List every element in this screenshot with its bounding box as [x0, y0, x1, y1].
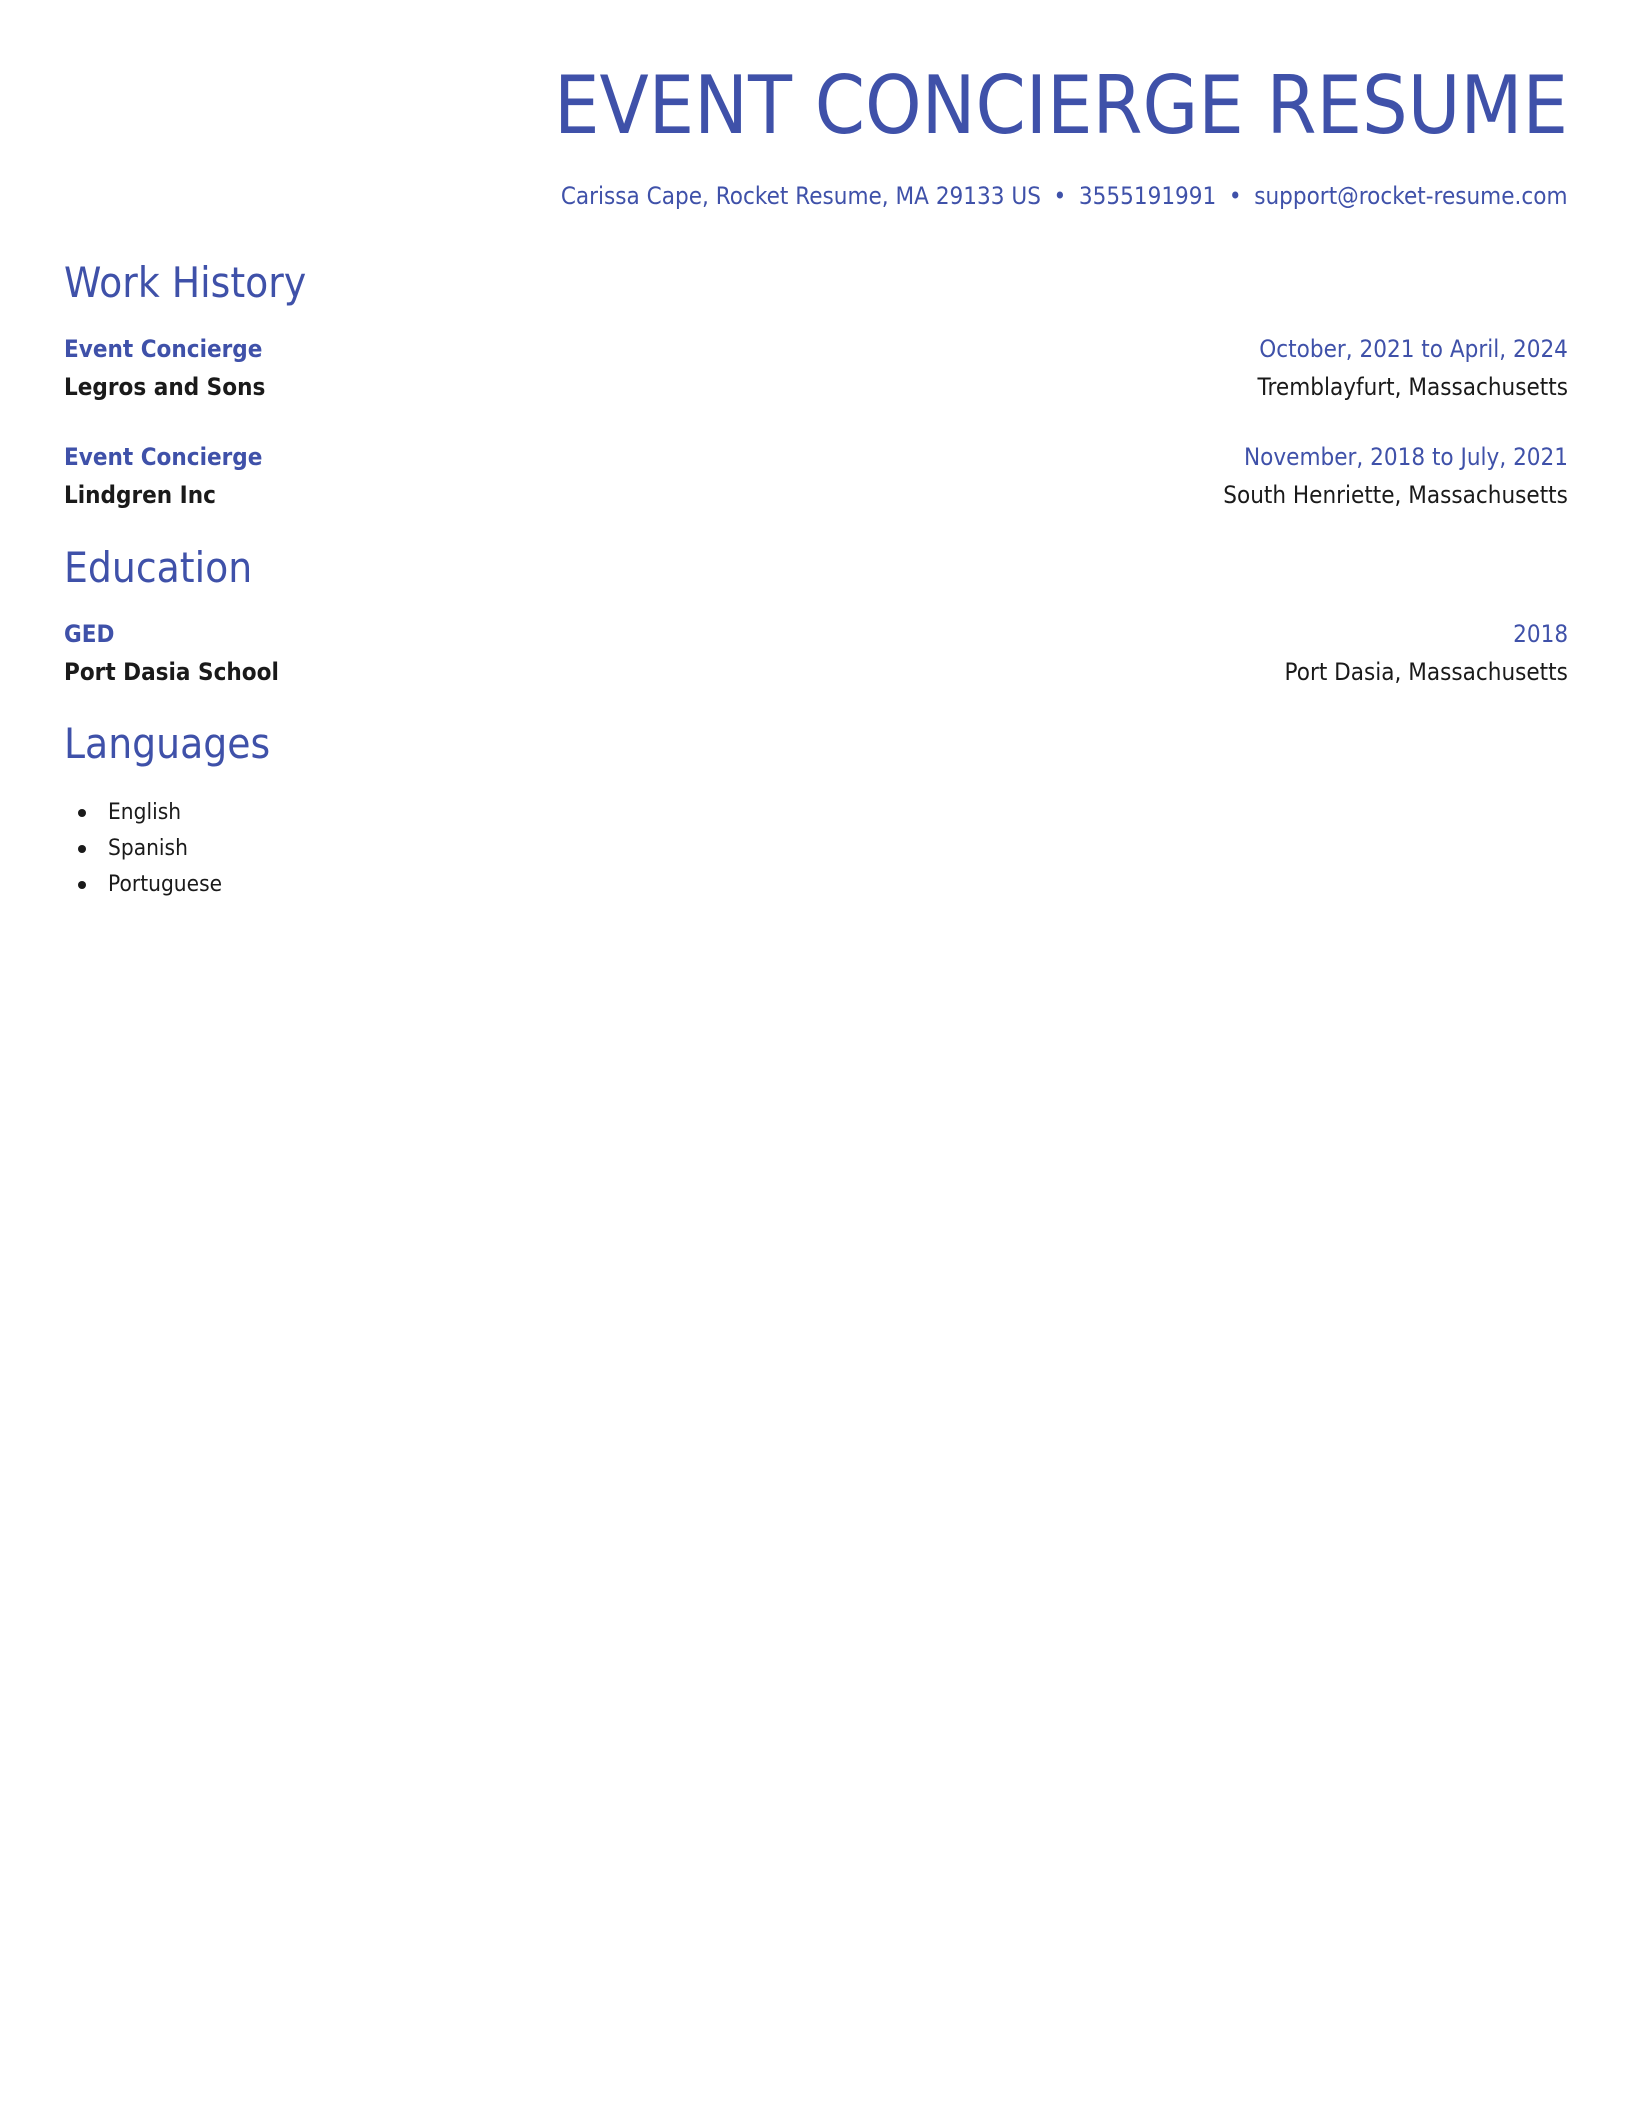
resume-page	[64, 0, 1568, 2112]
language-item	[64, 831, 232, 867]
contact-separator: •	[1229, 182, 1243, 210]
work-dates: October, 2021 to April, 2024	[1259, 335, 1568, 363]
work-location: Tremblayfurt, Massachusetts	[1257, 373, 1568, 401]
resume-title: EVENT CONCIERGE RESUME	[553, 59, 1568, 152]
education-location: Port Dasia, Massachusetts	[1284, 658, 1568, 686]
contact-address: Carissa Cape, Rocket Resume, MA 29133 US	[561, 182, 1042, 210]
bullet-icon	[78, 881, 86, 889]
bullet-icon	[78, 809, 86, 817]
education-school: Port Dasia School	[64, 658, 279, 686]
language-item	[64, 867, 232, 903]
languages-heading: Languages	[64, 719, 271, 768]
language-label: Spanish	[108, 836, 188, 861]
work-company: Legros and Sons	[64, 373, 266, 401]
education-entry	[64, 615, 1568, 691]
work-position: Event Concierge	[64, 443, 263, 471]
languages-list	[64, 795, 232, 903]
work-history-heading: Work History	[64, 258, 307, 307]
work-position: Event Concierge	[64, 335, 263, 363]
contact-line	[561, 182, 1568, 210]
language-label: Portuguese	[108, 872, 223, 897]
work-entry	[64, 438, 1568, 514]
education-degree: GED	[64, 620, 115, 648]
contact-email: support@rocket-resume.com	[1254, 182, 1568, 210]
contact-separator: •	[1054, 182, 1067, 210]
work-location: South Henriette, Massachusetts	[1223, 481, 1568, 509]
work-company: Lindgren Inc	[64, 481, 216, 509]
contact-phone: 3555191991	[1079, 182, 1217, 210]
language-label: English	[108, 800, 182, 825]
language-item	[64, 795, 232, 831]
education-heading: Education	[64, 543, 253, 592]
bullet-icon	[78, 845, 86, 853]
work-entry	[64, 330, 1568, 406]
education-year: 2018	[1513, 620, 1568, 648]
work-dates: November, 2018 to July, 2021	[1243, 443, 1568, 471]
